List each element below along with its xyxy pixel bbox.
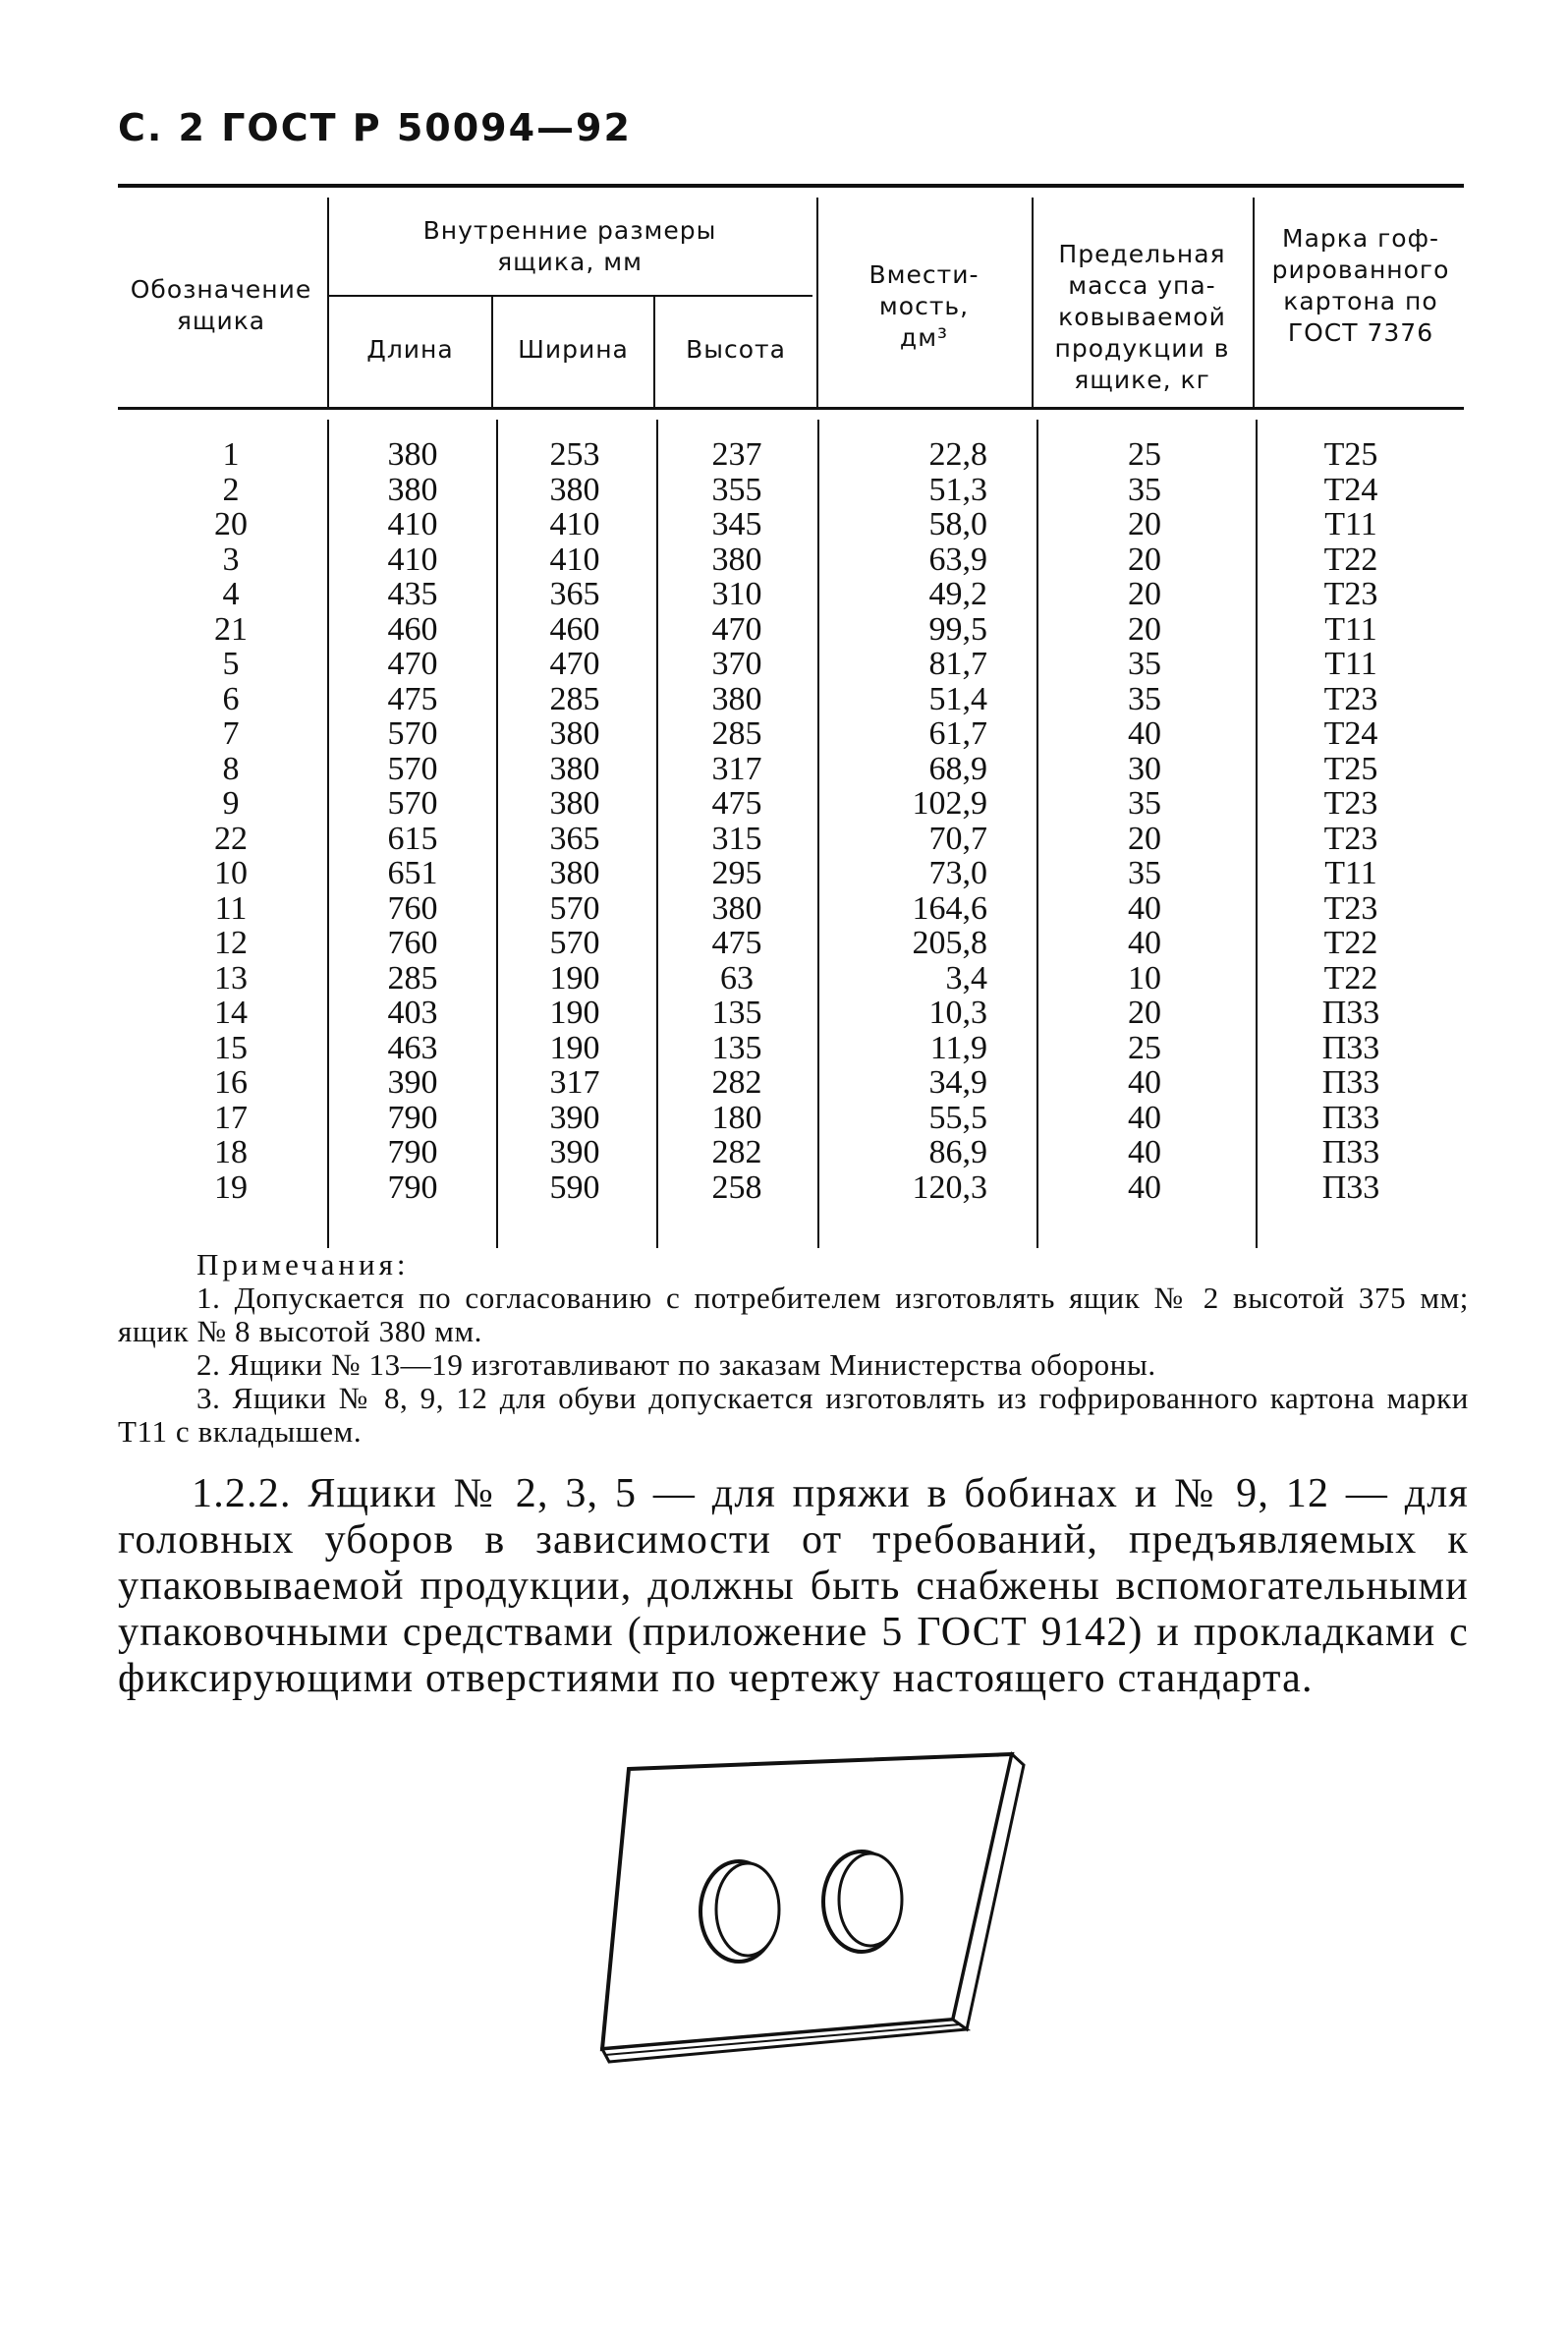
cell-designation: 6 — [222, 680, 240, 717]
cell-height: 317 — [711, 750, 762, 787]
cell-length: 410 — [387, 506, 438, 542]
header-divider — [816, 198, 818, 407]
cell-length: 285 — [387, 959, 438, 997]
cell-width: 380 — [549, 471, 600, 508]
cell-designation: 11 — [214, 889, 248, 927]
cell-max-mass: 20 — [1128, 820, 1161, 857]
cell-board-grade: П33 — [1321, 1099, 1380, 1136]
cell-designation: 8 — [222, 750, 240, 787]
cell-width: 380 — [549, 715, 600, 752]
cell-max-mass: 35 — [1128, 855, 1161, 891]
cell-max-mass: 40 — [1128, 889, 1161, 927]
header-height: Высота — [686, 335, 786, 364]
cell-designation: 1 — [222, 436, 240, 473]
column-height — [673, 437, 801, 1205]
cell-board-grade: Т23 — [1323, 680, 1378, 717]
header-divider — [1032, 198, 1034, 407]
column-divider — [817, 420, 819, 1248]
cell-height: 180 — [711, 1099, 762, 1136]
cell-max-mass: 35 — [1128, 680, 1161, 717]
cell-designation: 14 — [214, 995, 248, 1031]
cell-board-grade: П33 — [1321, 995, 1380, 1031]
cell-height: 295 — [711, 855, 762, 891]
cell-designation: 16 — [214, 1064, 248, 1101]
cell-capacity: 205,8 — [912, 925, 987, 961]
cell-max-mass: 40 — [1128, 1064, 1161, 1101]
cell-width: 317 — [549, 1064, 600, 1101]
header-designation: Обозначение ящика — [130, 275, 312, 335]
header-divider — [327, 198, 329, 407]
column-designation — [177, 437, 285, 1205]
cell-length: 410 — [387, 541, 438, 578]
cell-width: 253 — [549, 436, 600, 473]
cell-length: 460 — [387, 610, 438, 648]
cell-capacity: 10,3 — [928, 995, 987, 1031]
cell-designation: 7 — [222, 715, 240, 752]
cell-board-grade: Т23 — [1323, 889, 1378, 927]
cell-board-grade: Т23 — [1323, 785, 1378, 822]
cell-height: 258 — [711, 1168, 762, 1206]
cell-height: 285 — [711, 715, 762, 752]
header-bottom-rule — [118, 407, 1464, 410]
cell-designation: 17 — [214, 1099, 248, 1136]
cell-capacity: 58,0 — [928, 506, 987, 542]
cell-capacity: 86,9 — [928, 1134, 987, 1170]
cell-width: 285 — [549, 680, 600, 717]
cell-max-mass: 40 — [1128, 715, 1161, 752]
cell-capacity: 22,8 — [928, 436, 987, 473]
cell-height: 135 — [711, 1029, 762, 1066]
cell-length: 570 — [387, 715, 438, 752]
cell-length: 760 — [387, 925, 438, 961]
cell-width: 390 — [549, 1134, 600, 1170]
cell-height: 380 — [711, 680, 762, 717]
hole-inner-icon — [839, 1853, 902, 1946]
cell-max-mass: 40 — [1128, 1168, 1161, 1206]
cell-max-mass: 40 — [1128, 1099, 1161, 1136]
column-capacity — [840, 437, 987, 1205]
hole-inner-icon — [716, 1863, 779, 1956]
cell-width: 410 — [549, 541, 600, 578]
cell-max-mass: 40 — [1128, 925, 1161, 961]
cell-height: 63 — [720, 959, 754, 997]
cell-designation: 18 — [214, 1134, 248, 1170]
column-board-grade — [1287, 437, 1415, 1205]
cell-max-mass: 10 — [1128, 959, 1161, 997]
cell-max-mass: 20 — [1128, 995, 1161, 1031]
cell-height: 345 — [711, 506, 762, 542]
cell-capacity: 55,5 — [928, 1099, 987, 1136]
cell-width: 570 — [549, 925, 600, 961]
cell-board-grade: Т22 — [1323, 925, 1378, 961]
cell-max-mass: 20 — [1128, 610, 1161, 648]
cell-length: 790 — [387, 1099, 438, 1136]
cell-board-grade: Т24 — [1323, 715, 1378, 752]
cell-max-mass: 20 — [1128, 576, 1161, 612]
cell-length: 760 — [387, 889, 438, 927]
column-divider — [496, 420, 498, 1248]
cell-capacity: 11,9 — [929, 1029, 987, 1066]
cell-capacity: 3,4 — [945, 959, 987, 997]
pad-top-face — [602, 1754, 1012, 2049]
cell-max-mass: 35 — [1128, 471, 1161, 508]
cell-designation: 3 — [222, 541, 240, 578]
cell-capacity: 34,9 — [928, 1064, 987, 1101]
cell-max-mass: 25 — [1128, 1029, 1161, 1066]
cell-board-grade: Т11 — [1324, 855, 1377, 891]
cell-width: 380 — [549, 785, 600, 822]
cell-board-grade: П33 — [1321, 1134, 1380, 1170]
column-divider — [656, 420, 658, 1248]
cell-height: 135 — [711, 995, 762, 1031]
column-max-mass — [1081, 437, 1208, 1205]
cell-designation: 4 — [222, 576, 240, 612]
cell-board-grade: П33 — [1321, 1064, 1380, 1101]
cell-height: 282 — [711, 1064, 762, 1101]
column-divider — [1036, 420, 1038, 1248]
cell-height: 310 — [711, 576, 762, 612]
cell-board-grade: Т11 — [1324, 610, 1377, 648]
cell-width: 410 — [549, 506, 600, 542]
cell-capacity: 51,3 — [928, 471, 987, 508]
cell-max-mass: 35 — [1128, 785, 1161, 822]
cell-board-grade: Т22 — [1323, 959, 1378, 997]
cell-length: 390 — [387, 1064, 438, 1101]
cell-width: 570 — [549, 889, 600, 927]
header-width: Ширина — [518, 335, 629, 364]
cell-capacity: 51,4 — [928, 680, 987, 717]
column-length — [349, 437, 476, 1205]
header-length: Длина — [366, 335, 454, 364]
cell-designation: 13 — [214, 959, 248, 997]
cell-board-grade: Т11 — [1324, 506, 1377, 542]
page-header: С. 2 ГОСТ Р 50094—92 — [118, 106, 632, 149]
cell-height: 380 — [711, 541, 762, 578]
cell-capacity: 99,5 — [928, 610, 987, 648]
cell-length: 615 — [387, 820, 438, 857]
note-item: 3. Ящики № 8, 9, 12 для обуви допускается изготовлять из гофрированного картона марки Т11 с вкладышем. — [118, 1381, 1469, 1449]
notes — [118, 1248, 1469, 1449]
header-max-mass: Предельная масса упа-ковываемой продукции в ящике, кг — [1054, 240, 1230, 394]
cell-width: 470 — [549, 646, 600, 682]
note-item: 1. Допускается по согласованию с потребителем изготовлять ящик № 2 высотой 375 мм; ящик № 8 высотой 380 мм. — [118, 1281, 1469, 1348]
group-header-rule — [329, 295, 812, 297]
cell-length: 435 — [387, 576, 438, 612]
column-width — [511, 437, 639, 1205]
cell-board-grade: Т25 — [1323, 750, 1378, 787]
cell-board-grade: П33 — [1321, 1029, 1380, 1066]
cell-width: 380 — [549, 855, 600, 891]
cell-board-grade: Т22 — [1323, 541, 1378, 578]
cell-designation: 19 — [214, 1168, 248, 1206]
cell-capacity: 61,7 — [928, 715, 987, 752]
cell-capacity: 102,9 — [912, 785, 987, 822]
cell-length: 380 — [387, 471, 438, 508]
cell-max-mass: 35 — [1128, 646, 1161, 682]
cell-height: 355 — [711, 471, 762, 508]
cell-max-mass: 20 — [1128, 506, 1161, 542]
cell-designation: 9 — [222, 785, 240, 822]
cell-capacity: 68,9 — [928, 750, 987, 787]
cell-width: 380 — [549, 750, 600, 787]
cell-width: 190 — [549, 1029, 600, 1066]
cell-board-grade: Т23 — [1323, 820, 1378, 857]
cell-designation: 12 — [214, 925, 248, 961]
cell-designation: 15 — [214, 1029, 248, 1066]
column-divider — [1256, 420, 1258, 1248]
header-board-grade: Марка гоф-рированного картона по ГОСТ 7376 — [1271, 224, 1450, 347]
cell-board-grade: Т23 — [1323, 576, 1378, 612]
header-inner-dimensions: Внутренние размеры ящика, мм — [422, 216, 717, 276]
cell-width: 365 — [549, 576, 600, 612]
cell-width: 190 — [549, 959, 600, 997]
cell-designation: 5 — [222, 646, 240, 682]
cell-capacity: 73,0 — [928, 855, 987, 891]
cell-capacity: 63,9 — [928, 541, 987, 578]
spacer-pad-drawing — [599, 1749, 1032, 2074]
cell-board-grade: Т25 — [1323, 436, 1378, 473]
cell-length: 380 — [387, 436, 438, 473]
cell-length: 651 — [387, 855, 438, 891]
cell-width: 390 — [549, 1099, 600, 1136]
column-divider — [327, 420, 329, 1248]
cell-length: 570 — [387, 750, 438, 787]
cell-length: 470 — [387, 646, 438, 682]
cell-max-mass: 40 — [1128, 1134, 1161, 1170]
cell-capacity: 70,7 — [928, 820, 987, 857]
cell-board-grade: П33 — [1321, 1168, 1380, 1206]
cell-height: 470 — [711, 610, 762, 648]
table-top-rule — [118, 184, 1464, 188]
cell-board-grade: Т11 — [1324, 646, 1377, 682]
cell-capacity: 164,6 — [912, 889, 987, 927]
cell-width: 460 — [549, 610, 600, 648]
cell-board-grade: Т24 — [1323, 471, 1378, 508]
notes-title: Примечания: — [196, 1247, 410, 1281]
section-paragraph: 1.2.2. Ящики № 2, 3, 5 — для пряжи в бобинах и № 9, 12 — для головных уборов в зависимости от требований, предъявляемых к упаковываемой продукции, должны быть снабжены вспомогательными упаковочными средствами (приложение 5 ГОСТ 9142) и прокладками с фиксирующими отверстиями по чертежу настоящего стандарта. — [118, 1471, 1469, 1701]
cell-designation: 22 — [214, 820, 248, 857]
cell-length: 790 — [387, 1134, 438, 1170]
cell-length: 403 — [387, 995, 438, 1031]
cell-height: 370 — [711, 646, 762, 682]
cell-max-mass: 25 — [1128, 436, 1161, 473]
header-capacity: Вмести-мость, дм³ — [868, 260, 980, 352]
cell-max-mass: 20 — [1128, 541, 1161, 578]
header-divider — [1253, 198, 1255, 407]
cell-length: 475 — [387, 680, 438, 717]
cell-designation: 20 — [214, 506, 248, 542]
cell-height: 380 — [711, 889, 762, 927]
cell-capacity: 120,3 — [912, 1168, 987, 1206]
cell-width: 365 — [549, 820, 600, 857]
cell-designation: 21 — [214, 610, 248, 648]
cell-capacity: 49,2 — [928, 576, 987, 612]
cell-max-mass: 30 — [1128, 750, 1161, 787]
cell-height: 282 — [711, 1134, 762, 1170]
cell-designation: 2 — [222, 471, 240, 508]
cell-height: 475 — [711, 785, 762, 822]
cell-height: 315 — [711, 820, 762, 857]
cell-capacity: 81,7 — [928, 646, 987, 682]
note-item: 2. Ящики № 13—19 изготавливают по заказам Министерства обороны. — [196, 1347, 1156, 1382]
cell-height: 475 — [711, 925, 762, 961]
cell-width: 590 — [549, 1168, 600, 1206]
cell-length: 570 — [387, 785, 438, 822]
cell-length: 463 — [387, 1029, 438, 1066]
cell-length: 790 — [387, 1168, 438, 1206]
cell-designation: 10 — [214, 855, 248, 891]
box-dimensions-table — [118, 184, 1464, 1250]
cell-width: 190 — [549, 995, 600, 1031]
cell-height: 237 — [711, 436, 762, 473]
